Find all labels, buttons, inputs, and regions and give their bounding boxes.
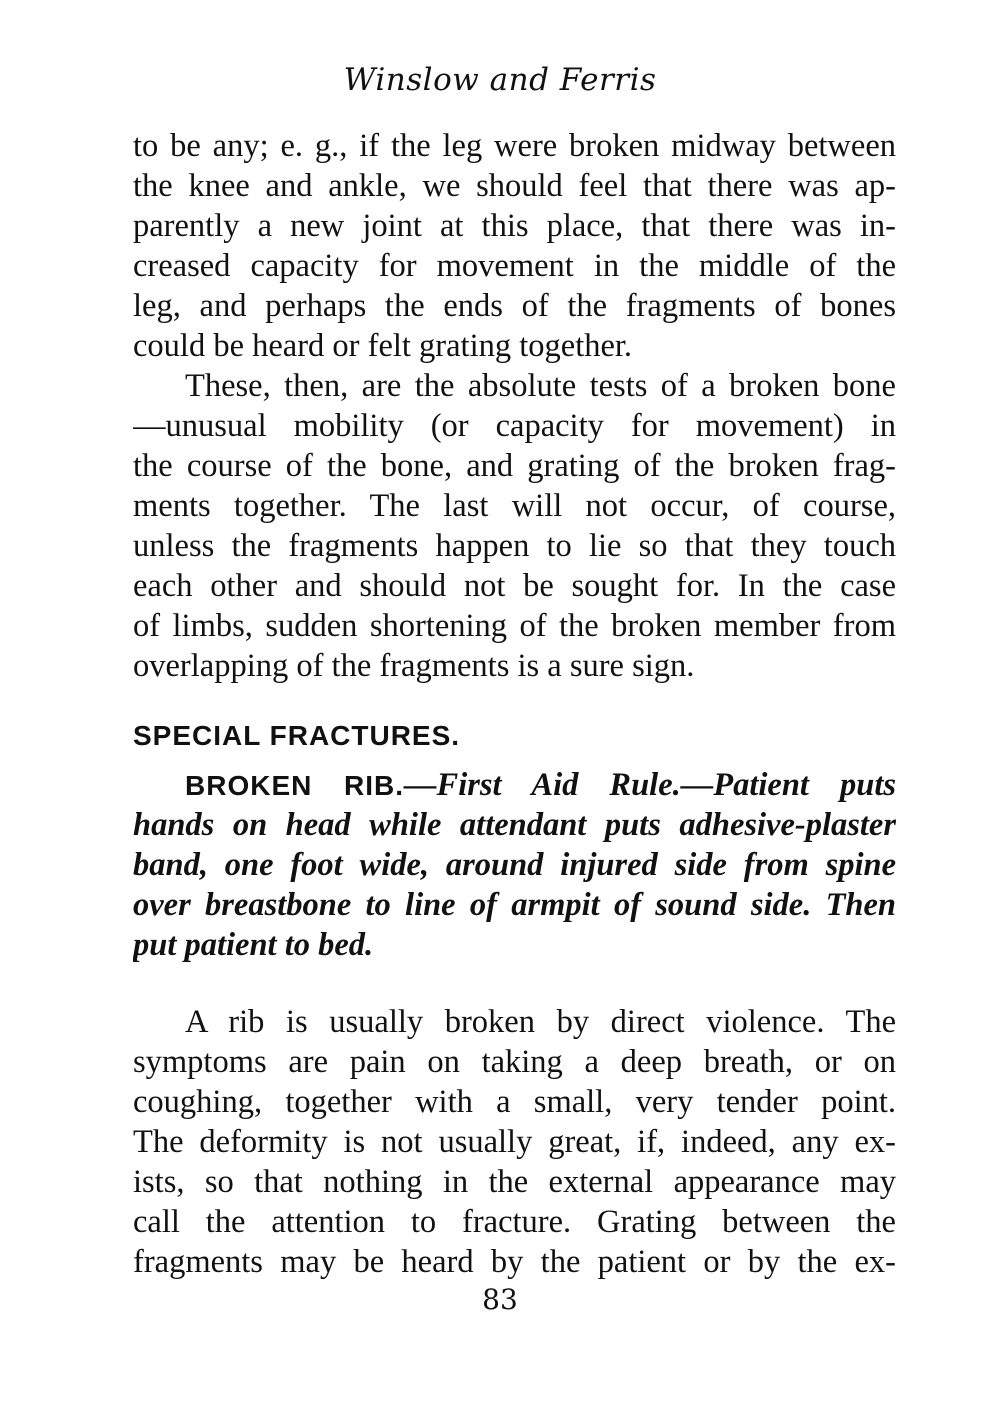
- first-aid-rule: [133, 765, 896, 965]
- text-line: of limbs, sudden shortening of the broken member from: [133, 608, 896, 644]
- text-line: ists, so that nothing in the external appearance may: [133, 1164, 896, 1200]
- text-line: to be any; e. g., if the leg were broken midway between: [133, 128, 896, 164]
- paragraph-rib-symptoms: [133, 1002, 896, 1282]
- text-line: parently a new joint at this place, that there was in-: [133, 208, 896, 244]
- text-line: band, one foot wide, around injured side from spine: [133, 847, 896, 883]
- text-line: the course of the bone, and grating of the broken frag-: [133, 448, 896, 484]
- running-head: Winslow and Ferris: [343, 62, 657, 98]
- section-heading: SPECIAL FRACTURES.: [133, 720, 461, 751]
- rule-first-line: [133, 765, 896, 805]
- text-line: unless the fragments happen to lie so that they touch: [133, 528, 896, 564]
- text-line: call the attention to fracture. Grating between the: [133, 1204, 896, 1240]
- text-line: leg, and perhaps the ends of the fragments of bones: [133, 288, 896, 324]
- text-line: the knee and ankle, we should feel that there was ap-: [133, 168, 896, 204]
- text-line: overlapping of the fragments is a sure sign.: [133, 648, 695, 684]
- text-line: These, then, are the absolute tests of a broken bone: [185, 368, 896, 404]
- paragraph-fracture-signs: [133, 126, 896, 366]
- text-line: hands on head while attendant puts adhesive-plaster: [133, 807, 896, 843]
- text-line: The deformity is not usually great, if, indeed, any ex-: [133, 1124, 896, 1160]
- text-line: creased capacity for movement in the middle of the: [133, 248, 896, 284]
- text-line: A rib is usually broken by direct violence. The: [185, 1004, 896, 1040]
- text-line: could be heard or felt grating together.: [133, 328, 633, 364]
- text-line: over breastbone to line of armpit of sound side. Then: [133, 887, 896, 923]
- paragraph-absolute-tests: [133, 366, 896, 686]
- text-line: put patient to bed.: [133, 927, 374, 963]
- text-line: fragments may be heard by the patient or by the ex-: [133, 1244, 896, 1280]
- rule-title: —First Aid Rule.—Patient puts: [404, 767, 896, 803]
- text-line: ments together. The last will not occur, of course,: [133, 488, 896, 524]
- page-number: 83: [482, 1283, 518, 1316]
- text-line: each other and should not be sought for. In the case: [133, 568, 896, 604]
- rule-subheading: BROKEN RIB.: [185, 770, 405, 801]
- text-line: symptoms are pain on taking a deep breath, or on: [133, 1044, 896, 1080]
- section-heading-block: [133, 716, 896, 756]
- text-line: coughing, together with a small, very tender point.: [133, 1084, 896, 1120]
- text-line: —unusual mobility (or capacity for movement) in: [133, 408, 896, 444]
